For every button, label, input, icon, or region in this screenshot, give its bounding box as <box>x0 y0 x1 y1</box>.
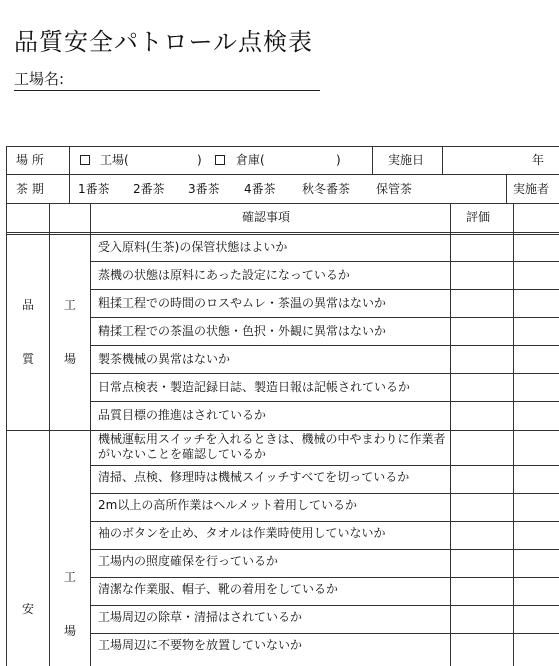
table-rule <box>49 203 50 666</box>
quality-check-item: 日常点検表・製造記録日誌、製造日報は記帳されているか <box>98 380 411 394</box>
quality-category-char: 品 <box>22 298 35 312</box>
safety-area-char: 工 <box>64 570 77 584</box>
quality-check-item: 粗揉工程での時間のロスやムレ・茶温の異常はないか <box>98 296 387 310</box>
table-rule <box>90 493 559 494</box>
safety-check-item: 工場周辺の除草・清掃はされているか <box>98 610 303 624</box>
table-rule <box>372 146 373 174</box>
quality-check-item: 製茶機械の異常はないか <box>98 352 231 366</box>
check-items-header: 確認事項 <box>242 210 291 224</box>
table-rule <box>90 577 559 578</box>
table-rule <box>90 345 559 346</box>
year-label: 年 <box>532 153 545 167</box>
tea-period-option[interactable]: 2番茶 <box>133 182 165 196</box>
quality-check-item: 精揉工程での茶温の状態・色択・外観に異常はないか <box>98 324 387 338</box>
tea-period-option[interactable]: 1番茶 <box>78 182 110 196</box>
tea-period-option[interactable]: 4番茶 <box>244 182 276 196</box>
table-rule <box>90 521 559 522</box>
quality-check-item: 受入原料(生茶)の保管状態はよいか <box>98 240 288 254</box>
table-border-left <box>6 146 7 666</box>
table-rule <box>90 289 559 290</box>
warehouse-checkbox[interactable] <box>215 155 225 165</box>
table-rule <box>6 203 559 204</box>
tea-period-label: 茶 期 <box>16 182 44 196</box>
evaluation-header: 評価 <box>466 210 491 224</box>
table-rule <box>90 605 559 606</box>
table-rule <box>442 146 443 174</box>
page-title: 品質安全パトロール点検表 <box>14 28 314 56</box>
table-rule <box>90 261 559 262</box>
table-rule <box>90 465 559 466</box>
table-rule <box>69 146 70 203</box>
factory-option-label: 工場( <box>100 153 129 167</box>
tea-period-option[interactable]: 秋冬番茶 <box>302 182 351 196</box>
tea-period-option[interactable]: 3番茶 <box>188 182 220 196</box>
table-rule <box>90 401 559 402</box>
safety-check-item: 2m以上の高所作業はヘルメット着用しているか <box>98 498 357 512</box>
factory-checkbox[interactable] <box>80 155 90 165</box>
safety-check-item: 袖のボタンを止め、タオルは作業時使用していないか <box>98 526 386 540</box>
quality-check-item: 蒸機の状態は原料にあった設定になっているか <box>98 268 350 282</box>
table-rule <box>6 430 559 431</box>
tea-period-option[interactable]: 保管茶 <box>376 182 413 196</box>
safety-check-item: 機械運転用スイッチを入れるときは、機械の中やまわりに作業者がいないことを確認しているか <box>98 432 446 461</box>
warehouse-option-label: 倉庫( <box>236 153 265 167</box>
table-rule <box>90 317 559 318</box>
quality-check-item: 品質目標の推進はされているか <box>98 408 267 422</box>
safety-check-item: 工場周辺に不要物を放置していないか <box>98 638 303 652</box>
table-rule <box>6 232 559 233</box>
table-rule <box>513 203 514 666</box>
safety-category-char: 安 <box>22 602 35 616</box>
table-rule <box>90 633 559 634</box>
safety-area-char: 場 <box>64 624 77 638</box>
quality-area-char: 場 <box>64 352 77 366</box>
table-rule <box>506 174 507 203</box>
factory-name-label: 工場名: <box>14 70 65 88</box>
table-rule <box>450 203 451 666</box>
date-label: 実施日 <box>388 153 425 167</box>
quality-area-char: 工 <box>64 298 77 312</box>
factory-paren-close: ) <box>197 153 202 167</box>
safety-check-item: 清潔な作業服、帽子、靴の着用をしているか <box>98 582 339 596</box>
safety-check-item: 清掃、点検、修理時は機械スイッチすべてを切っているか <box>98 470 410 484</box>
inspection-table <box>6 146 559 666</box>
table-rule <box>6 174 559 175</box>
table-rule <box>90 203 91 666</box>
implementer-label: 実施者 <box>513 182 550 196</box>
place-label: 場 所 <box>16 153 44 167</box>
table-rule <box>90 549 559 550</box>
quality-category-char: 質 <box>22 352 35 366</box>
table-rule <box>6 234 559 235</box>
factory-name-field[interactable] <box>14 70 320 91</box>
table-border-top <box>6 146 559 147</box>
safety-check-item: 工場内の照度確保を行っているか <box>98 554 279 568</box>
warehouse-paren-close: ) <box>336 153 341 167</box>
table-rule <box>90 373 559 374</box>
